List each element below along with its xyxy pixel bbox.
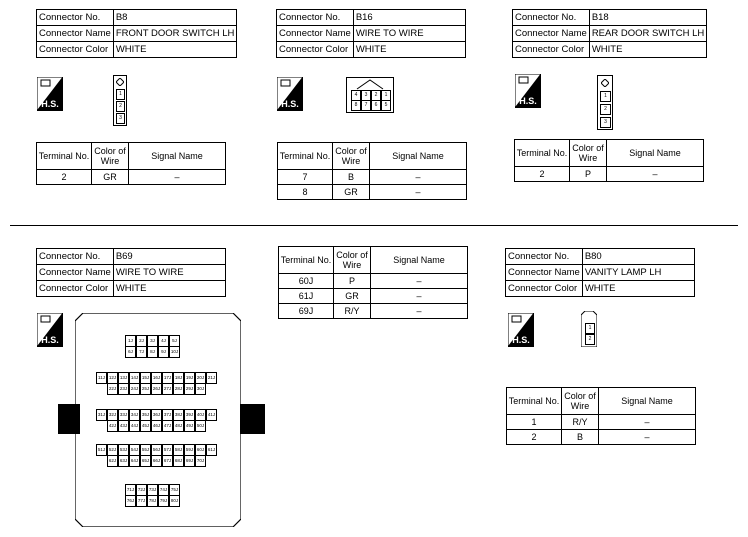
- hs-icon: [515, 74, 541, 108]
- connector-color-label: Connector Color: [513, 42, 590, 58]
- pin: 18J: [173, 372, 184, 384]
- pin: 6J: [125, 346, 136, 358]
- pin: 32J: [107, 409, 118, 421]
- pin: 50J: [195, 420, 206, 432]
- table-row: 2 B –: [507, 430, 696, 445]
- b69-connector-info: [36, 248, 226, 297]
- pin: 66J: [151, 455, 162, 467]
- connector-color-value: WHITE: [113, 42, 237, 58]
- pin: 40J: [195, 409, 206, 421]
- connector-name-value: REAR DOOR SWITCH LH: [589, 26, 706, 42]
- pin: 77J: [136, 495, 147, 507]
- pin: 31J: [96, 409, 107, 421]
- pin: 68J: [173, 455, 184, 467]
- connector-name-label: Connector Name: [37, 265, 114, 281]
- pin: 25J: [140, 383, 151, 395]
- right-latch: [240, 404, 265, 434]
- pin: 44J: [129, 420, 140, 432]
- pin: 69J: [184, 455, 195, 467]
- pin: 64J: [129, 455, 140, 467]
- pin: 4J: [158, 335, 169, 347]
- connector-name-value: VANITY LAMP LH: [582, 265, 694, 281]
- pin: 54J: [129, 444, 140, 456]
- b18-connector-info: [512, 9, 707, 58]
- signal-name-header: Signal Name: [129, 143, 226, 170]
- connector-color-label: Connector Color: [506, 281, 583, 297]
- hs-label: H.S.: [519, 96, 537, 106]
- pin: 75J: [169, 484, 180, 496]
- hs-icon: [37, 77, 63, 111]
- terminal-no-header: Terminal No.: [278, 143, 333, 170]
- b80-terminal-table: [506, 387, 696, 445]
- pin: 43J: [118, 420, 129, 432]
- pin-grid: [75, 313, 241, 527]
- pin: 21J: [206, 372, 217, 384]
- connector-latch-icon: [347, 78, 393, 90]
- connector-color-value: WHITE: [353, 42, 465, 58]
- pin: 34J: [129, 409, 140, 421]
- b16-connector-face: [346, 77, 394, 113]
- pin: 8J: [147, 346, 158, 358]
- signal-name-header: Signal Name: [599, 388, 696, 415]
- pin: 79J: [158, 495, 169, 507]
- pin: 27J: [162, 383, 173, 395]
- b8-connector-face: [113, 75, 127, 126]
- connector-no-value: B18: [589, 10, 706, 26]
- hs-icon: [277, 77, 303, 111]
- table-row: 7 B –: [278, 170, 467, 185]
- color-of-wire-header: Color of Wire: [562, 388, 599, 415]
- pin: 42J: [107, 420, 118, 432]
- pin: 36J: [151, 409, 162, 421]
- hs-label: H.S.: [41, 335, 59, 345]
- pin: 49J: [184, 420, 195, 432]
- b18-connector-face: [597, 75, 613, 130]
- color-of-wire-header: Color of Wire: [92, 143, 129, 170]
- pin: 1: [116, 89, 125, 100]
- diamond-icon: [116, 78, 124, 86]
- connector-color-value: WHITE: [589, 42, 706, 58]
- pin: 1: [600, 91, 611, 102]
- pin: 3J: [147, 335, 158, 347]
- b18-terminal-table: [514, 139, 704, 182]
- connector-no-label: Connector No.: [37, 10, 114, 26]
- pin: 1J: [125, 335, 136, 347]
- pin: 20J: [195, 372, 206, 384]
- pin: 70J: [195, 455, 206, 467]
- b80-connector-info: [505, 248, 695, 297]
- pin: 67J: [162, 455, 173, 467]
- pin: 15J: [140, 372, 151, 384]
- pin: 5J: [169, 335, 180, 347]
- hs-label: H.S.: [41, 99, 59, 109]
- table-row: 1 R/Y –: [507, 415, 696, 430]
- connector-name-label: Connector Name: [506, 265, 583, 281]
- pin: 5: [381, 100, 391, 111]
- pin: 3: [361, 90, 371, 101]
- color-of-wire-header: Color of Wire: [334, 247, 371, 274]
- pin: 78J: [147, 495, 158, 507]
- pin: 60J: [195, 444, 206, 456]
- pin: 33J: [118, 409, 129, 421]
- pin: 9J: [158, 346, 169, 358]
- connector-no-label: Connector No.: [37, 249, 114, 265]
- pin: 74J: [158, 484, 169, 496]
- pin: 46J: [151, 420, 162, 432]
- pin: 63J: [118, 455, 129, 467]
- connector-color-value: WHITE: [113, 281, 225, 297]
- connector-color-label: Connector Color: [37, 42, 114, 58]
- connector-color-label: Connector Color: [277, 42, 354, 58]
- pin: 13J: [118, 372, 129, 384]
- hs-icon: [37, 313, 63, 347]
- pin: 2J: [136, 335, 147, 347]
- color-of-wire-header: Color of Wire: [570, 140, 607, 167]
- pin: 48J: [173, 420, 184, 432]
- pin: 2: [600, 104, 611, 115]
- connector-no-value: B8: [113, 10, 237, 26]
- pin: 24J: [129, 383, 140, 395]
- table-row: 8 GR –: [278, 185, 467, 200]
- terminal-no-header: Terminal No.: [37, 143, 92, 170]
- pin: 22J: [107, 383, 118, 395]
- hs-icon: [508, 313, 534, 347]
- connector-no-label: Connector No.: [506, 249, 583, 265]
- signal-name-header: Signal Name: [607, 140, 704, 167]
- color-of-wire-header: Color of Wire: [333, 143, 370, 170]
- b8-connector-info: [36, 9, 237, 58]
- pin: 7J: [136, 346, 147, 358]
- hs-label: H.S.: [512, 335, 530, 345]
- connector-name-label: Connector Name: [277, 26, 354, 42]
- pin: 29J: [184, 383, 195, 395]
- signal-name-header: Signal Name: [370, 143, 467, 170]
- pin: 12J: [107, 372, 118, 384]
- table-row: 2 P –: [515, 167, 704, 182]
- connector-name-value: FRONT DOOR SWITCH LH: [113, 26, 237, 42]
- b69-terminal-table: [278, 246, 468, 319]
- table-row: 69J R/Y –: [279, 304, 468, 319]
- pin: 4: [351, 90, 361, 101]
- pin: 14J: [129, 372, 140, 384]
- pin: 51J: [96, 444, 107, 456]
- terminal-no-header: Terminal No.: [515, 140, 570, 167]
- pin: 37J: [162, 409, 173, 421]
- pin: 41J: [206, 409, 217, 421]
- table-row: 61J GR –: [279, 289, 468, 304]
- pin: 35J: [140, 409, 151, 421]
- b80-connector-face: [581, 311, 597, 347]
- pin: 52J: [107, 444, 118, 456]
- pin: 38J: [173, 409, 184, 421]
- pin: 73J: [147, 484, 158, 496]
- connector-name-value: WIRE TO WIRE: [113, 265, 225, 281]
- connector-name-label: Connector Name: [37, 26, 114, 42]
- pin: 11J: [96, 372, 107, 384]
- connector-no-value: B69: [113, 249, 225, 265]
- pin: 17J: [162, 372, 173, 384]
- connector-name-value: WIRE TO WIRE: [353, 26, 465, 42]
- connector-no-label: Connector No.: [277, 10, 354, 26]
- pin: 7: [361, 100, 371, 111]
- hs-label: H.S.: [281, 99, 299, 109]
- pin: 30J: [195, 383, 206, 395]
- b16-terminal-table: [277, 142, 467, 200]
- pin: 2: [585, 334, 595, 345]
- pin: 2: [116, 101, 125, 112]
- terminal-no-header: Terminal No.: [279, 247, 334, 274]
- pin: 23J: [118, 383, 129, 395]
- pin: 28J: [173, 383, 184, 395]
- pin: 10J: [169, 346, 180, 358]
- pin: 71J: [125, 484, 136, 496]
- pin: 56J: [151, 444, 162, 456]
- pin: 39J: [184, 409, 195, 421]
- pin: 8: [351, 100, 361, 111]
- pin: 47J: [162, 420, 173, 432]
- signal-name-header: Signal Name: [371, 247, 468, 274]
- pin: 45J: [140, 420, 151, 432]
- pin: 1: [585, 323, 595, 334]
- pin: 53J: [118, 444, 129, 456]
- diamond-icon: [601, 79, 609, 87]
- pin: 16J: [151, 372, 162, 384]
- section-divider: [10, 225, 738, 226]
- pin: 3: [600, 117, 611, 128]
- pin: 80J: [169, 495, 180, 507]
- pin: 72J: [136, 484, 147, 496]
- pin: 61J: [206, 444, 217, 456]
- b8-terminal-table: [36, 142, 226, 185]
- pin: 19J: [184, 372, 195, 384]
- pin: 3: [116, 113, 125, 124]
- pin: 1: [381, 90, 391, 101]
- pin: 65J: [140, 455, 151, 467]
- table-row: 60J P –: [279, 274, 468, 289]
- b16-connector-info: [276, 9, 466, 58]
- connector-color-label: Connector Color: [37, 281, 114, 297]
- pin: 62J: [107, 455, 118, 467]
- terminal-no-header: Terminal No.: [507, 388, 562, 415]
- connector-color-value: WHITE: [582, 281, 694, 297]
- connector-no-value: B80: [582, 249, 694, 265]
- b69-connector-face: [75, 313, 241, 527]
- pin: 26J: [151, 383, 162, 395]
- table-row: 2 GR –: [37, 170, 226, 185]
- connector-no-label: Connector No.: [513, 10, 590, 26]
- pin: 58J: [173, 444, 184, 456]
- connector-no-value: B16: [353, 10, 465, 26]
- pin: 76J: [125, 495, 136, 507]
- left-latch: [58, 404, 80, 434]
- pin: 2: [371, 90, 381, 101]
- connector-name-label: Connector Name: [513, 26, 590, 42]
- pin: 55J: [140, 444, 151, 456]
- pin: 57J: [162, 444, 173, 456]
- pin: 6: [371, 100, 381, 111]
- pin: 59J: [184, 444, 195, 456]
